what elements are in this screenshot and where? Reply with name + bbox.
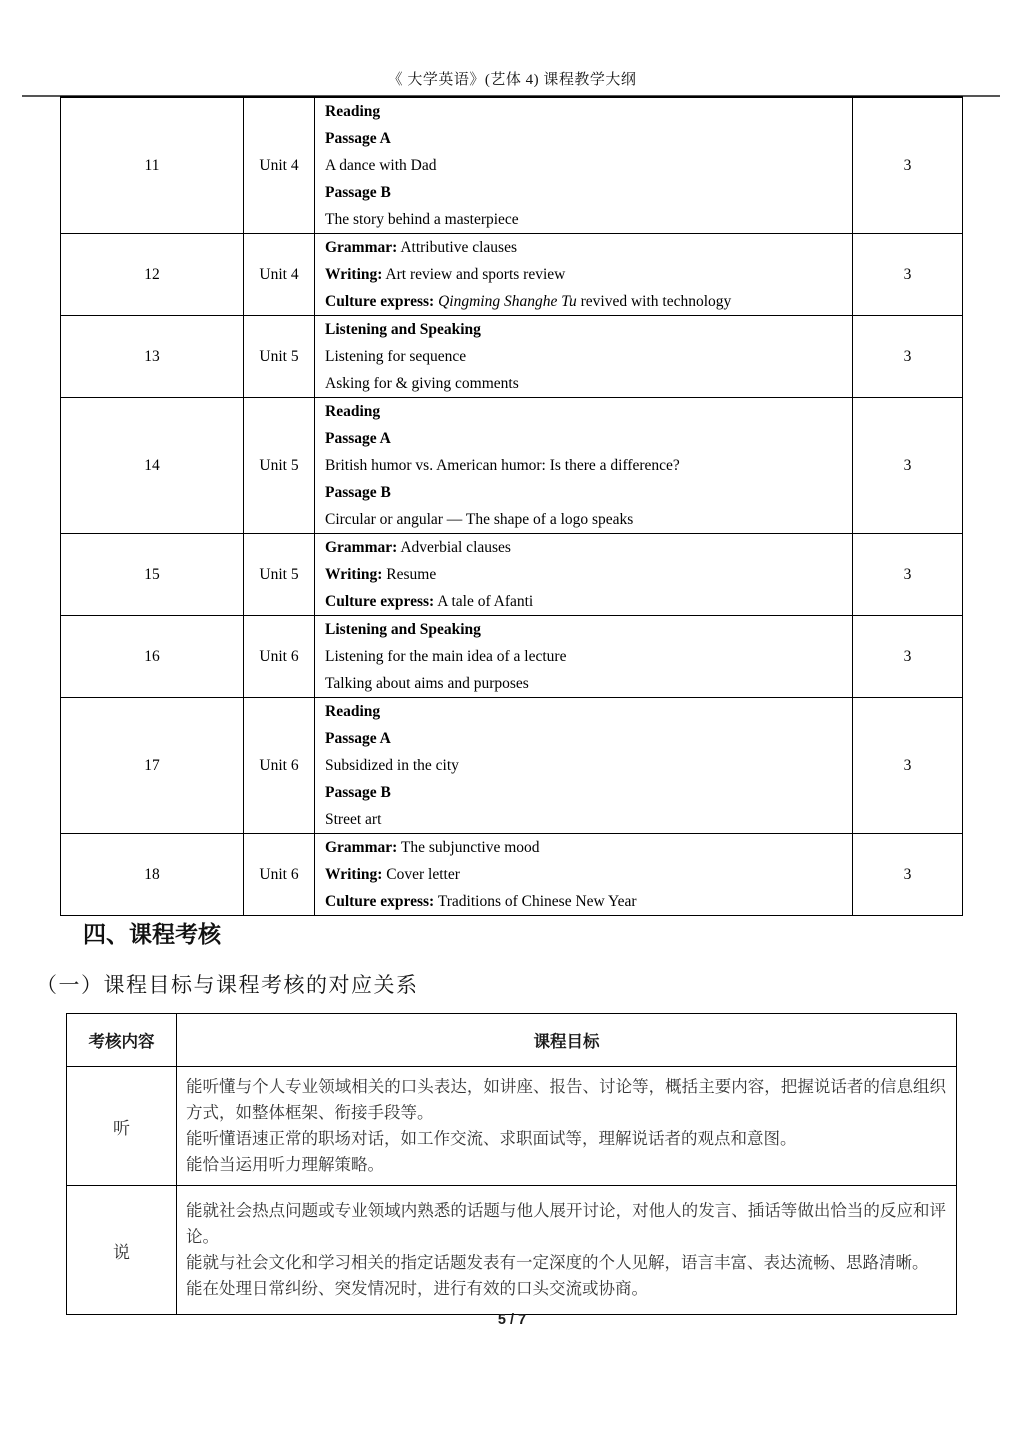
content-line (325, 316, 846, 343)
content-segment: Grammar: (325, 239, 398, 256)
unit-cell: Unit 4 (244, 97, 315, 234)
content-segment: Passage A (325, 730, 391, 747)
assessment-objectives-cell (177, 1067, 957, 1186)
schedule-row (61, 698, 963, 834)
week-number-cell: 15 (61, 534, 244, 616)
week-number-cell: 11 (61, 97, 244, 234)
content-line (325, 861, 846, 888)
content-line (325, 725, 846, 752)
week-number-cell: 16 (61, 616, 244, 698)
week-number-cell: 13 (61, 316, 244, 398)
week-number-cell: 12 (61, 234, 244, 316)
content-line (325, 616, 846, 643)
course-schedule-table (60, 96, 963, 916)
content-line (325, 179, 846, 206)
hours-cell: 3 (853, 234, 963, 316)
objective-line: 能恰当运用听力理解策略。 (186, 1155, 384, 1174)
content-cell (315, 234, 853, 316)
schedule-table-body (61, 97, 963, 916)
content-segment: Adverbial clauses (397, 539, 511, 556)
content-segment: Asking for & giving comments (325, 375, 519, 392)
hours-cell: 3 (853, 698, 963, 834)
content-line (325, 643, 846, 670)
content-segment: Circular or angular — The shape of a logo speaks (325, 511, 634, 528)
content-segment: Culture express: (325, 893, 435, 910)
content-segment: Grammar: (325, 539, 398, 556)
objective-line: 能就社会热点问题或专业领域内熟悉的话题与他人展开讨论，对他人的发言、插话等做出恰当的反应和评论。 (186, 1201, 946, 1246)
assessment-row-speak (67, 1186, 957, 1315)
week-number-cell: 17 (61, 698, 244, 834)
content-line (325, 588, 846, 615)
schedule-row (61, 616, 963, 698)
content-segment: Listening for sequence (325, 348, 467, 365)
content-line (325, 752, 846, 779)
content-line (325, 288, 846, 315)
content-line (325, 888, 846, 915)
content-segment: Listening and Speaking (325, 321, 481, 338)
schedule-row (61, 398, 963, 534)
content-cell (315, 698, 853, 834)
content-line (325, 479, 846, 506)
section-heading-course-assessment: 四、课程考核 (83, 921, 221, 947)
content-segment: The subjunctive mood (397, 839, 540, 856)
content-segment: Passage B (325, 484, 391, 501)
assessment-header-row (67, 1014, 957, 1067)
unit-cell: Unit 6 (244, 616, 315, 698)
schedule-row (61, 834, 963, 916)
content-segment: Attributive clauses (397, 239, 517, 256)
content-cell (315, 398, 853, 534)
content-line (325, 152, 846, 179)
content-segment: A tale of Afanti (434, 593, 534, 610)
content-segment: Reading (325, 703, 381, 720)
content-segment: Writing: (325, 266, 383, 283)
content-segment: Reading (325, 103, 381, 120)
assessment-row-listen (67, 1067, 957, 1186)
content-segment: Passage B (325, 184, 391, 201)
content-segment: Passage B (325, 784, 391, 801)
content-line (325, 670, 846, 697)
hours-cell: 3 (853, 97, 963, 234)
content-line (325, 806, 846, 833)
objective-line: 能在处理日常纠纷、突发情况时，进行有效的口头交流或协商。 (186, 1279, 648, 1298)
content-segment: Culture express: (325, 293, 435, 310)
assessment-objectives-cell (177, 1186, 957, 1315)
unit-cell: Unit 5 (244, 534, 315, 616)
assessment-category-cell: 说 (67, 1186, 177, 1315)
unit-cell: Unit 5 (244, 316, 315, 398)
hours-cell: 3 (853, 398, 963, 534)
objective-line: 能听懂与个人专业领域相关的口头表达，如讲座、报告、讨论等，概括主要内容，把握说话者的信息组织方式，如整体框架、衔接手段等。 (186, 1077, 946, 1122)
content-segment: Passage A (325, 430, 391, 447)
content-cell (315, 834, 853, 916)
content-cell (315, 316, 853, 398)
content-segment: Traditions of Chinese New Year (434, 893, 637, 910)
schedule-row (61, 234, 963, 316)
unit-cell: Unit 6 (244, 698, 315, 834)
assessment-header-objectives: 课程目标 (177, 1014, 957, 1067)
content-line (325, 561, 846, 588)
unit-cell: Unit 4 (244, 234, 315, 316)
unit-cell: Unit 5 (244, 398, 315, 534)
content-segment: The story behind a masterpiece (325, 211, 519, 228)
content-line (325, 698, 846, 725)
content-line (325, 261, 846, 288)
content-line (325, 425, 846, 452)
page-header-title: 《 大学英语》(艺体 4) 课程教学大纲 (387, 72, 637, 88)
content-line (325, 98, 846, 125)
unit-cell: Unit 6 (244, 834, 315, 916)
page-number: 5 / 7 (497, 1312, 527, 1328)
hours-cell: 3 (853, 316, 963, 398)
content-line (325, 452, 846, 479)
content-segment: Street art (325, 811, 382, 828)
assessment-mapping-table (66, 1013, 957, 1315)
schedule-row (61, 316, 963, 398)
content-line (325, 779, 846, 806)
week-number-cell: 18 (61, 834, 244, 916)
assessment-category-cell: 听 (67, 1067, 177, 1186)
content-line (325, 534, 846, 561)
section-subheading-objective-mapping: （一）课程目标与课程考核的对应关系 (36, 973, 419, 997)
content-line (325, 234, 846, 261)
content-segment: Listening and Speaking (325, 621, 481, 638)
content-line (325, 343, 846, 370)
assessment-table-body (67, 1014, 957, 1315)
content-cell (315, 97, 853, 234)
content-line (325, 834, 846, 861)
content-segment: A dance with Dad (325, 157, 437, 174)
content-line (325, 506, 846, 533)
content-line (325, 370, 846, 397)
objective-line: 能听懂语速正常的职场对话，如工作交流、求职面试等，理解说话者的观点和意图。 (186, 1129, 797, 1148)
assessment-header-content: 考核内容 (67, 1014, 177, 1067)
schedule-row (61, 534, 963, 616)
content-segment: Cover letter (382, 866, 460, 883)
content-cell (315, 616, 853, 698)
content-segment: British humor vs. American humor: Is there a difference? (325, 457, 680, 474)
content-line (325, 398, 846, 425)
objective-line: 能就与社会文化和学习相关的指定话题发表有一定深度的个人见解，语言丰富、表达流畅、思路清晰。 (186, 1253, 929, 1272)
content-segment: Art review and sports review (382, 266, 566, 283)
content-segment: Subsidized in the city (325, 757, 459, 774)
content-segment: Talking about aims and purposes (325, 675, 529, 692)
content-segment: Qingming Shanghe Tu (438, 293, 577, 310)
content-line (325, 206, 846, 233)
content-segment: Writing: (325, 566, 383, 583)
hours-cell: 3 (853, 534, 963, 616)
schedule-row (61, 97, 963, 234)
content-segment: Passage A (325, 130, 391, 147)
content-segment: revived with technology (576, 293, 732, 310)
content-segment: Listening for the main idea of a lecture (325, 648, 567, 665)
content-segment: Culture express: (325, 593, 435, 610)
content-segment: Resume (382, 566, 437, 583)
week-number-cell: 14 (61, 398, 244, 534)
hours-cell: 3 (853, 834, 963, 916)
hours-cell: 3 (853, 616, 963, 698)
content-segment: Writing: (325, 866, 383, 883)
content-segment: Reading (325, 403, 381, 420)
content-segment: Grammar: (325, 839, 398, 856)
content-line (325, 125, 846, 152)
content-cell (315, 534, 853, 616)
